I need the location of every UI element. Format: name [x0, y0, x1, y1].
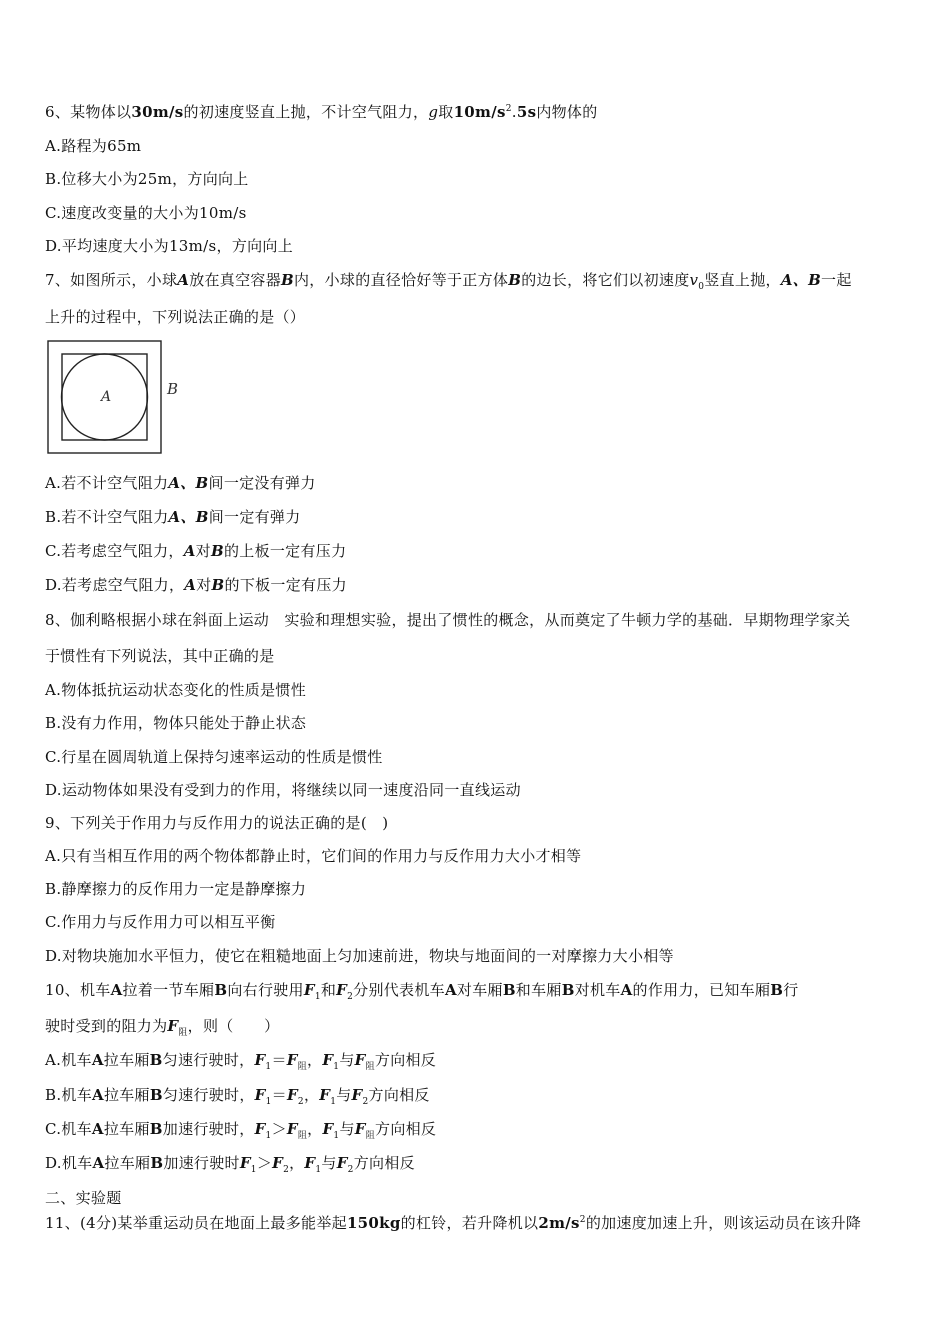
box-label: B — [167, 380, 179, 398]
q6-option-b: B.位移大小为25m，方向向上 — [45, 170, 249, 188]
q7-option-a: A.若不计空气阻力A、B间一定没有弹力 — [45, 474, 316, 492]
q10-option-b: B.机车A拉车厢B匀速行驶时，$F_1=F_2$，$F_1$与$F_2$方向相反 — [45, 1086, 430, 1107]
q6-option-c: C.速度改变量的大小为10m/s — [45, 204, 247, 222]
ball-label: A — [101, 389, 112, 405]
section-heading-experiment: 二、实验题 — [45, 1189, 122, 1207]
q10-option-a: A.机车A拉车厢B匀速行驶时，$F_1=F_阻$，$F_1$与$F_阻$方向相反 — [45, 1051, 437, 1072]
q8-option-b: B.没有力作用，物体只能处于静止状态 — [45, 714, 307, 732]
q7-option-d: D.若考虑空气阻力，A对B的下板一定有压力 — [45, 576, 347, 594]
q10-stem-line2: 驶时受到的阻力为$F_阻$，则（ ） — [45, 1017, 280, 1038]
q9-stem: 9、下列关于作用力与反作用力的说法正确的是( ) — [45, 814, 389, 832]
q10-stem-line1: 10、机车A拉着一节车厢B向右行驶用$F_1$和$F_2$分别代表机车A对车厢B和车厢B对机车A的作用力，已知车厢B行 — [45, 981, 799, 1002]
q8-option-a: A.物体抵抗运动状态变化的性质是惯性 — [45, 681, 307, 699]
q11-stem: 11、(4分)某举重运动员在地面上最多能举起150kg的杠铃，若升降机以$2m/s^2$的加速度加速上升，则该运动员在该升降 — [45, 1214, 862, 1232]
q8-stem-line1: 8、伽利略根据小球在斜面上运动 实验和理想实验，提出了惯性的概念，从而奠定了牛顿力学的基础．早期物理学家关 — [45, 611, 851, 629]
q9-option-b: B.静摩擦力的反作用力一定是静摩擦力 — [45, 880, 307, 898]
q7-figure-svg — [47, 340, 187, 458]
q9-option-d: D.对物块施加水平恒力，使它在粗糙地面上匀加速前进，物块与地面间的一对摩擦力大小相等 — [45, 947, 674, 965]
q9-option-c: C.作用力与反作用力可以相互平衡 — [45, 913, 276, 931]
q6-option-a: A.路程为65m — [45, 137, 142, 155]
q8-option-c: C.行星在圆周轨道上保持匀速率运动的性质是惯性 — [45, 748, 383, 766]
q10-option-d: D.机车A拉车厢B加速行驶时$F_1>F_2$，$F_1$与$F_2$方向相反 — [45, 1154, 415, 1175]
q6-option-d: D.平均速度大小为13m/s，方向向上 — [45, 237, 294, 255]
q7-option-c: C.若考虑空气阻力，A对B的上板一定有压力 — [45, 542, 347, 560]
q9-option-a: A.只有当相互作用的两个物体都静止时，它们间的作用力与反作用力大小才相等 — [45, 847, 582, 865]
q6-stem: 6、某物体以30m/s的初速度竖直上抛，不计空气阻力，g取$10m/s^2.5s$内物体的 — [45, 103, 598, 121]
q7-stem-line1: 7、如图所示，小球A放在真空容器B内，小球的直径恰好等于正方体B的边长，将它们以初速度$v_0$竖直上抛，A、B一起 — [45, 271, 852, 292]
q7-stem-line2: 上升的过程中，下列说法正确的是（） — [45, 308, 306, 326]
q8-option-d: D.运动物体如果没有受到力的作用，将继续以同一速度沿同一直线运动 — [45, 781, 521, 799]
q7-option-b: B.若不计空气阻力A、B间一定有弹力 — [45, 508, 301, 526]
q7-figure-ball-in-box — [47, 340, 187, 458]
q10-option-c: C.机车A拉车厢B加速行驶时，$F_1>F_阻$，$F_1$与$F_阻$方向相反 — [45, 1120, 437, 1141]
q8-stem-line2: 于惯性有下列说法，其中正确的是 — [45, 647, 275, 665]
